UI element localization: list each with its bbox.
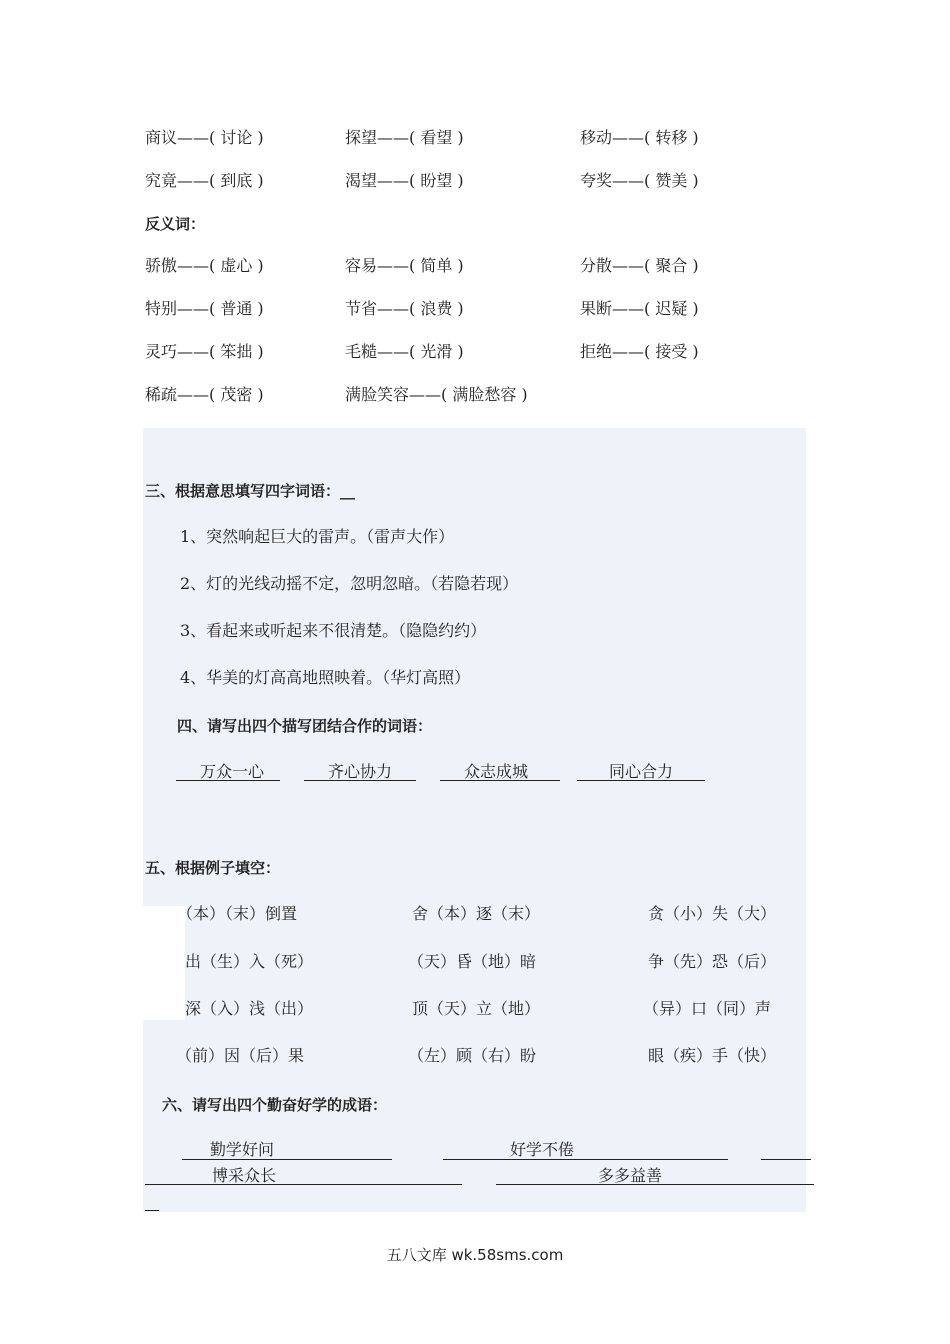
section5-item: 顶（天）立（地） — [412, 999, 541, 1018]
answer-line — [145, 1210, 159, 1211]
section5-item: 舍（本）逐（末） — [412, 904, 541, 923]
section5-heading: 五、根据例子填空： — [145, 859, 281, 877]
section6-answer: 博采众长 — [212, 1166, 277, 1185]
antonym-item: 满脸笑容——( 满脸愁容 ) — [345, 385, 528, 404]
antonym-heading: 反义词： — [145, 215, 206, 233]
section5-item: （本）（末）倒置 — [177, 904, 298, 923]
section4-answer: ___万众一心__ — [176, 762, 281, 781]
section4-answer: ____同心合力____ — [577, 762, 706, 781]
synonym-item: 移动——( 转移 ) — [580, 128, 699, 147]
section3-item: 3、看起来或听起来不很清楚。（隐隐约约） — [180, 621, 487, 640]
antonym-item: 骄傲——( 虚心 ) — [145, 256, 264, 275]
answer-line — [145, 1184, 462, 1185]
section5-item: 深（入）浅（出） — [185, 999, 314, 1018]
synonym-item: 商议——( 讨论 ) — [145, 128, 264, 147]
synonym-item: 夸奖——( 赞美 ) — [580, 171, 699, 190]
answer-line — [443, 1159, 728, 1160]
antonym-item: 毛糙——( 光滑 ) — [345, 342, 464, 361]
section3-heading: 三、根据意思填写四字词语：__ — [145, 482, 356, 500]
section3-item: 2、灯的光线动摇不定，忽明忽暗。（若隐若现） — [180, 574, 519, 593]
section5-item: （异）口（同）声 — [643, 999, 772, 1018]
section5-item: 出（生）入（死） — [185, 952, 314, 971]
section6-answer: 多多益善 — [598, 1166, 663, 1185]
answer-line — [761, 1159, 811, 1160]
section5-item: 眼（疾）手（快） — [648, 1046, 777, 1065]
footer-text: 五八文库 wk.58sms.com — [386, 1246, 564, 1264]
synonym-item: 究竟——( 到底 ) — [145, 171, 264, 190]
section3-item: 4、华美的灯高高地照映着。（华灯高照） — [180, 668, 471, 687]
section5-item: （左）顾（右）盼 — [408, 1046, 537, 1065]
antonym-item: 果断——( 迟疑 ) — [580, 299, 699, 318]
antonym-item: 特别——( 普通 ) — [145, 299, 264, 318]
antonym-item: 分散——( 聚合 ) — [580, 256, 699, 275]
section5-item: （前）因（后）果 — [176, 1046, 305, 1065]
synonym-item: 渴望——( 盼望 ) — [345, 171, 464, 190]
synonym-item: 探望——( 看望 ) — [345, 128, 464, 147]
antonym-item: 节省——( 浪费 ) — [345, 299, 464, 318]
section4-heading: 四、请写出四个描写团结合作的词语： — [177, 717, 433, 735]
section3-item: 1、突然响起巨大的雷声。（雷声大作） — [180, 527, 455, 546]
section5-item: （天）昏（地）暗 — [408, 952, 537, 971]
antonym-item: 拒绝——( 接受 ) — [580, 342, 699, 361]
section5-item: 争（先）恐（后） — [648, 952, 777, 971]
section6-answer: 勤学好问 — [210, 1140, 275, 1159]
section4-answer: ___众志成城____ — [440, 762, 561, 781]
section4-answer: ___齐心协力___ — [304, 762, 417, 781]
section6-heading: 六、请写出四个勤奋好学的成语： — [162, 1096, 388, 1114]
antonym-item: 稀疏——( 茂密 ) — [145, 385, 264, 404]
antonym-item: 灵巧——( 笨拙 ) — [145, 342, 264, 361]
antonym-item: 容易——( 简单 ) — [345, 256, 464, 275]
section5-item: 贪（小）失（大） — [648, 904, 777, 923]
section6-answer: 好学不倦 — [510, 1140, 575, 1159]
